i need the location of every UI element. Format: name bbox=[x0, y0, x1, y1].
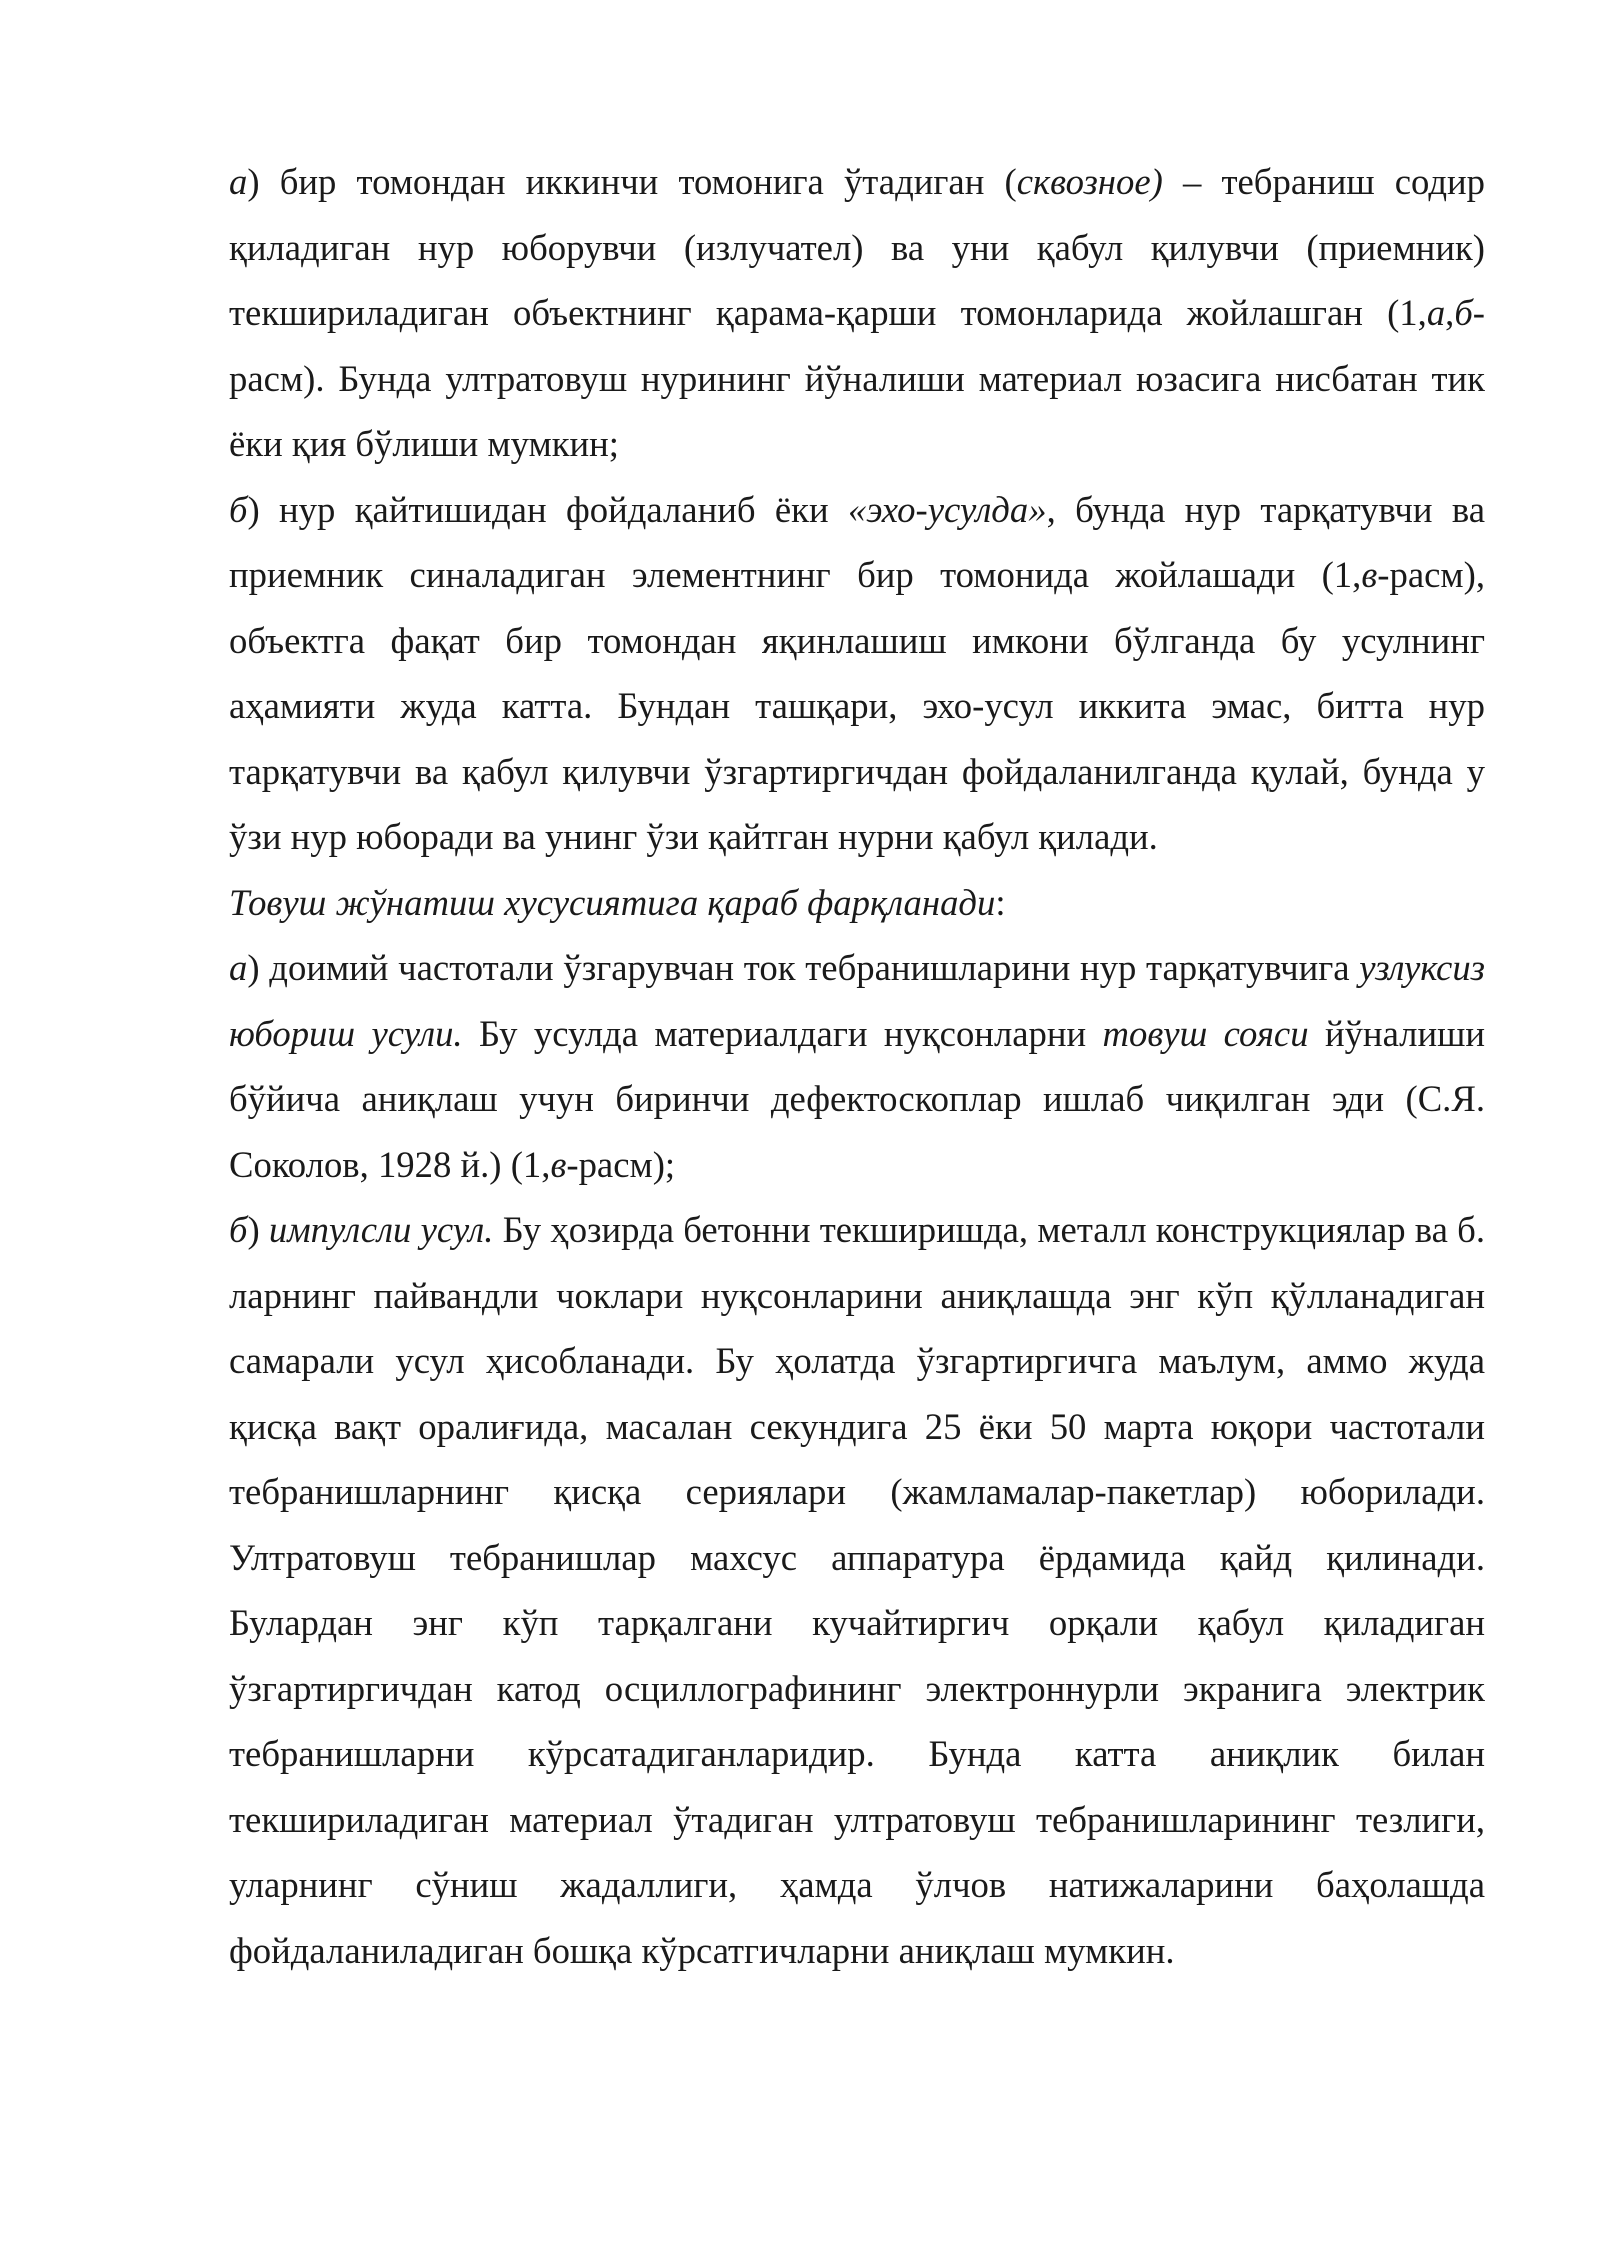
italic-text-run: б bbox=[1454, 292, 1473, 333]
paragraph bbox=[229, 149, 1485, 477]
paragraph bbox=[229, 870, 1485, 936]
text-run: – тебраниш содир қиладиган нур юборувчи (излучател) ва уни қабул қилувчи (приемник) текшириладиган объектнинг қарама-қарши томонларида жойлашган (1, bbox=[229, 161, 1485, 333]
paragraph bbox=[229, 477, 1485, 870]
text-run: Бу усулда материалдаги нуқсонларни bbox=[462, 1012, 1103, 1054]
italic-text-run: импулсли усул. bbox=[268, 1209, 494, 1250]
italic-text-run: сквозное) bbox=[1016, 161, 1163, 202]
text-run: -расм). Бунда ултратовуш нурининг йўналиши материал юзасига нисбатан тик ёки қия бўлиши мумкин; bbox=[229, 292, 1485, 464]
text-run: ) бир томондан иккинчи томонига ўтадиган ( bbox=[247, 161, 1017, 202]
text-run: ) нур қайтишидан фойдаланиб ёки bbox=[247, 488, 848, 530]
italic-text-run: а bbox=[229, 947, 248, 988]
text-run: -расм), объектга фақат бир томондан яқинлашиш имкони бўлганда бу усулнинг аҳамияти жуда катта. Бундан ташқари, эхо-усул иккита эмас, битта нур тарқатувчи ва қабул қилувчи ўзгартиргичдан фойдаланилганда қулай, бунда у ўзи нур юборади ва унинг ўзи қайтган нурни қабул қилади. bbox=[229, 554, 1485, 857]
italic-text-run: в bbox=[550, 1143, 567, 1185]
italic-text-run: в bbox=[1361, 554, 1378, 595]
paragraph bbox=[229, 1197, 1485, 1983]
italic-text-run: Товуш жўнатиш хусусиятига қараб фарқланади bbox=[229, 881, 996, 923]
text-run: йўналиши бўйича аниқлаш учун биринчи дефектоскоплар ишлаб чиқилган эди (С.Я. Соколов, 1928 й.) (1, bbox=[229, 1012, 1485, 1185]
document-body bbox=[229, 149, 1485, 1983]
italic-text-run: а bbox=[229, 161, 248, 202]
italic-text-run: б bbox=[229, 488, 248, 530]
text-run: : bbox=[995, 881, 1006, 923]
text-run: ) bbox=[247, 1209, 269, 1250]
text-run: , bbox=[1445, 292, 1455, 333]
text-run: , бунда нур тарқатувчи ва приемник синаладиган элементнинг бир томонида жойлашади (1, bbox=[229, 488, 1486, 595]
italic-text-run: б bbox=[229, 1209, 248, 1250]
text-run: -расм); bbox=[566, 1143, 676, 1185]
italic-text-run: узлуксиз юбориш усули. bbox=[229, 947, 1485, 1054]
italic-text-run: товуш сояси bbox=[1102, 1012, 1309, 1054]
italic-text-run: а bbox=[1426, 292, 1446, 333]
text-run: ) доимий частотали ўзгарувчан ток тебранишларини нур тарқатувчига bbox=[247, 947, 1360, 988]
paragraph bbox=[229, 935, 1485, 1197]
italic-text-run: «эхо-усулда» bbox=[847, 488, 1047, 530]
text-run: Бу ҳозирда бетонни текширишда, металл конструкциялар ва б. ларнинг пайвандли чоклари нуқсонларини аниқлашда энг кўп қўлланадиган самарали усул ҳисобланади. Бу ҳолатда ўзгартиргичга маълум, аммо жуда қисқа вақт оралиғида, масалан секундига 25 ёки 50 марта юқори частотали тебранишларнинг қисқа сериялари (жамламалар-пакетлар) юборилади. Ултратовуш тебранишлар махсус аппаратура ёрдамида қайд қилинади. Булардан энг кўп тарқалгани кучайтиргич орқали қабул қиладиган ўзгартиргичдан катод осциллографининг электроннурли экранига электрик тебранишларни кўрсатадиганларидир. Бунда катта аниқлик билан текшириладиган материал ўтадиган ултратовуш тебранишларининг тезлиги, уларнинг сўниш жадаллиги, ҳамда ўлчов натижаларини баҳолашда фойдаланиладиган бошқа кўрсатгичларни аниқлаш мумкин. bbox=[229, 1209, 1485, 1971]
